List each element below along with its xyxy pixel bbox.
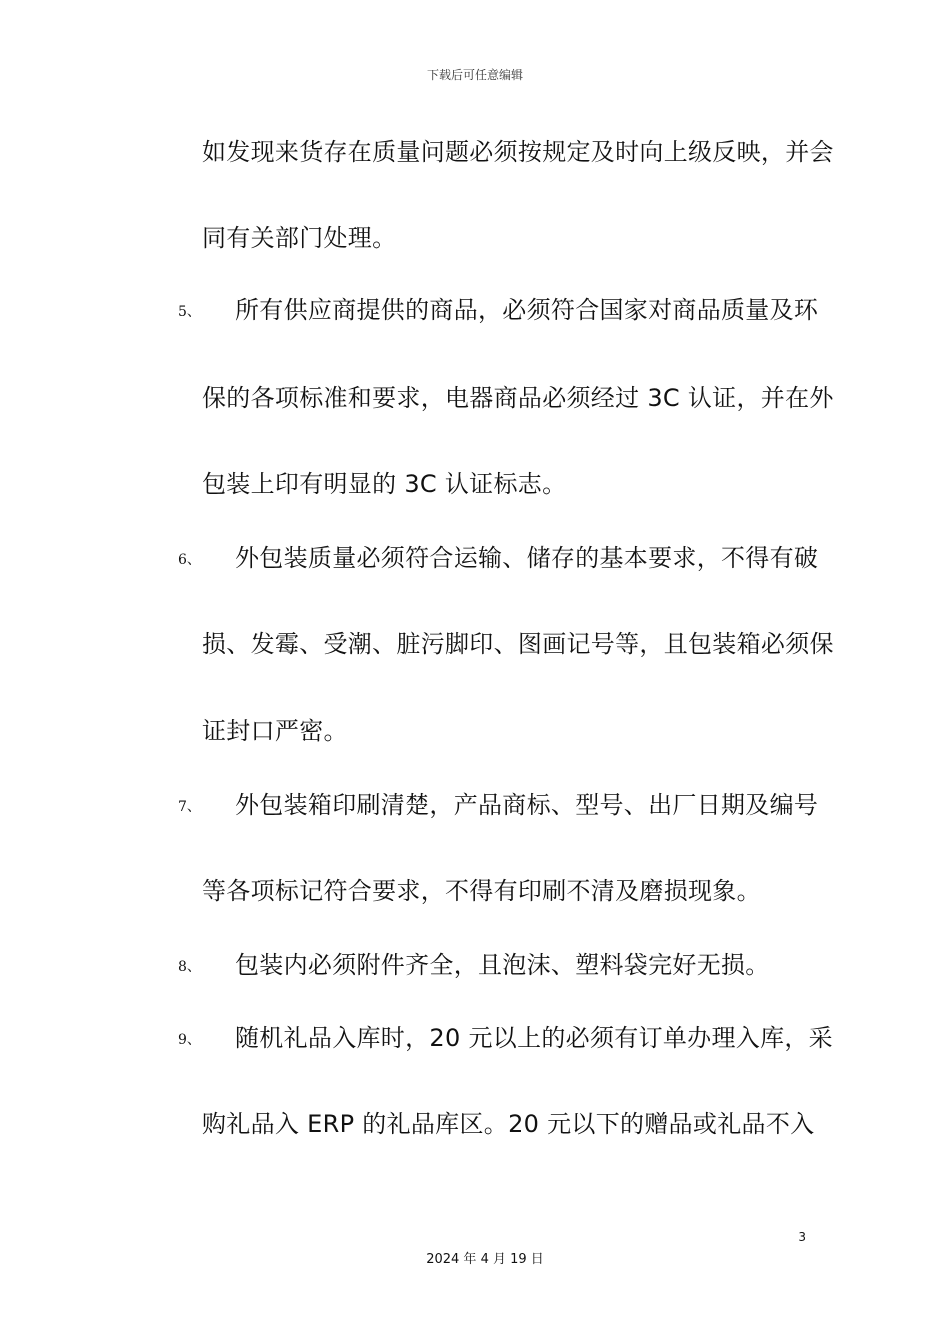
- list-item-text: 包装内必须附件齐全，且泡沫、塑料袋完好无损。: [235, 951, 770, 979]
- list-number: 5、: [178, 304, 201, 320]
- paragraph-line: 同有关部门处理。: [202, 224, 397, 252]
- list-number: 7、: [178, 799, 201, 815]
- paragraph-line: 如发现来货存在质量问题必须按规定及时向上级反映，并会: [202, 138, 834, 166]
- list-item-text: 损、发霉、受潮、脏污脚印、图画记号等，且包装箱必须保: [202, 630, 834, 658]
- list-number: 6、: [178, 552, 201, 568]
- list-item-text: 外包装箱印刷清楚，产品商标、型号、出厂日期及编号: [235, 791, 819, 819]
- list-item-text: 等各项标记符合要求，不得有印刷不清及磨损现象。: [202, 877, 761, 905]
- page-header-note: 下载后可任意编辑: [426, 68, 523, 82]
- list-item-text: 所有供应商提供的商品，必须符合国家对商品质量及环: [235, 296, 819, 324]
- list-number: 9、: [178, 1032, 201, 1048]
- list-item-text: 外包装质量必须符合运输、储存的基本要求，不得有破: [235, 544, 819, 572]
- list-item-text: 证封口严密。: [202, 717, 348, 745]
- list-item-text: 保的各项标准和要求，电器商品必须经过 3C 认证，并在外: [202, 384, 834, 412]
- list-item-text: 随机礼品入库时，20 元以上的必须有订单办理入库，采: [235, 1024, 833, 1052]
- list-item-text: 购礼品入 ERP 的礼品库区。20 元以下的赠品或礼品不入: [202, 1110, 815, 1138]
- list-item-text: 包装上印有明显的 3C 认证标志。: [202, 470, 567, 498]
- list-number: 8、: [178, 959, 201, 975]
- footer-date: 2024 年 4 月 19 日: [426, 1252, 544, 1267]
- page-number: 3: [798, 1230, 806, 1244]
